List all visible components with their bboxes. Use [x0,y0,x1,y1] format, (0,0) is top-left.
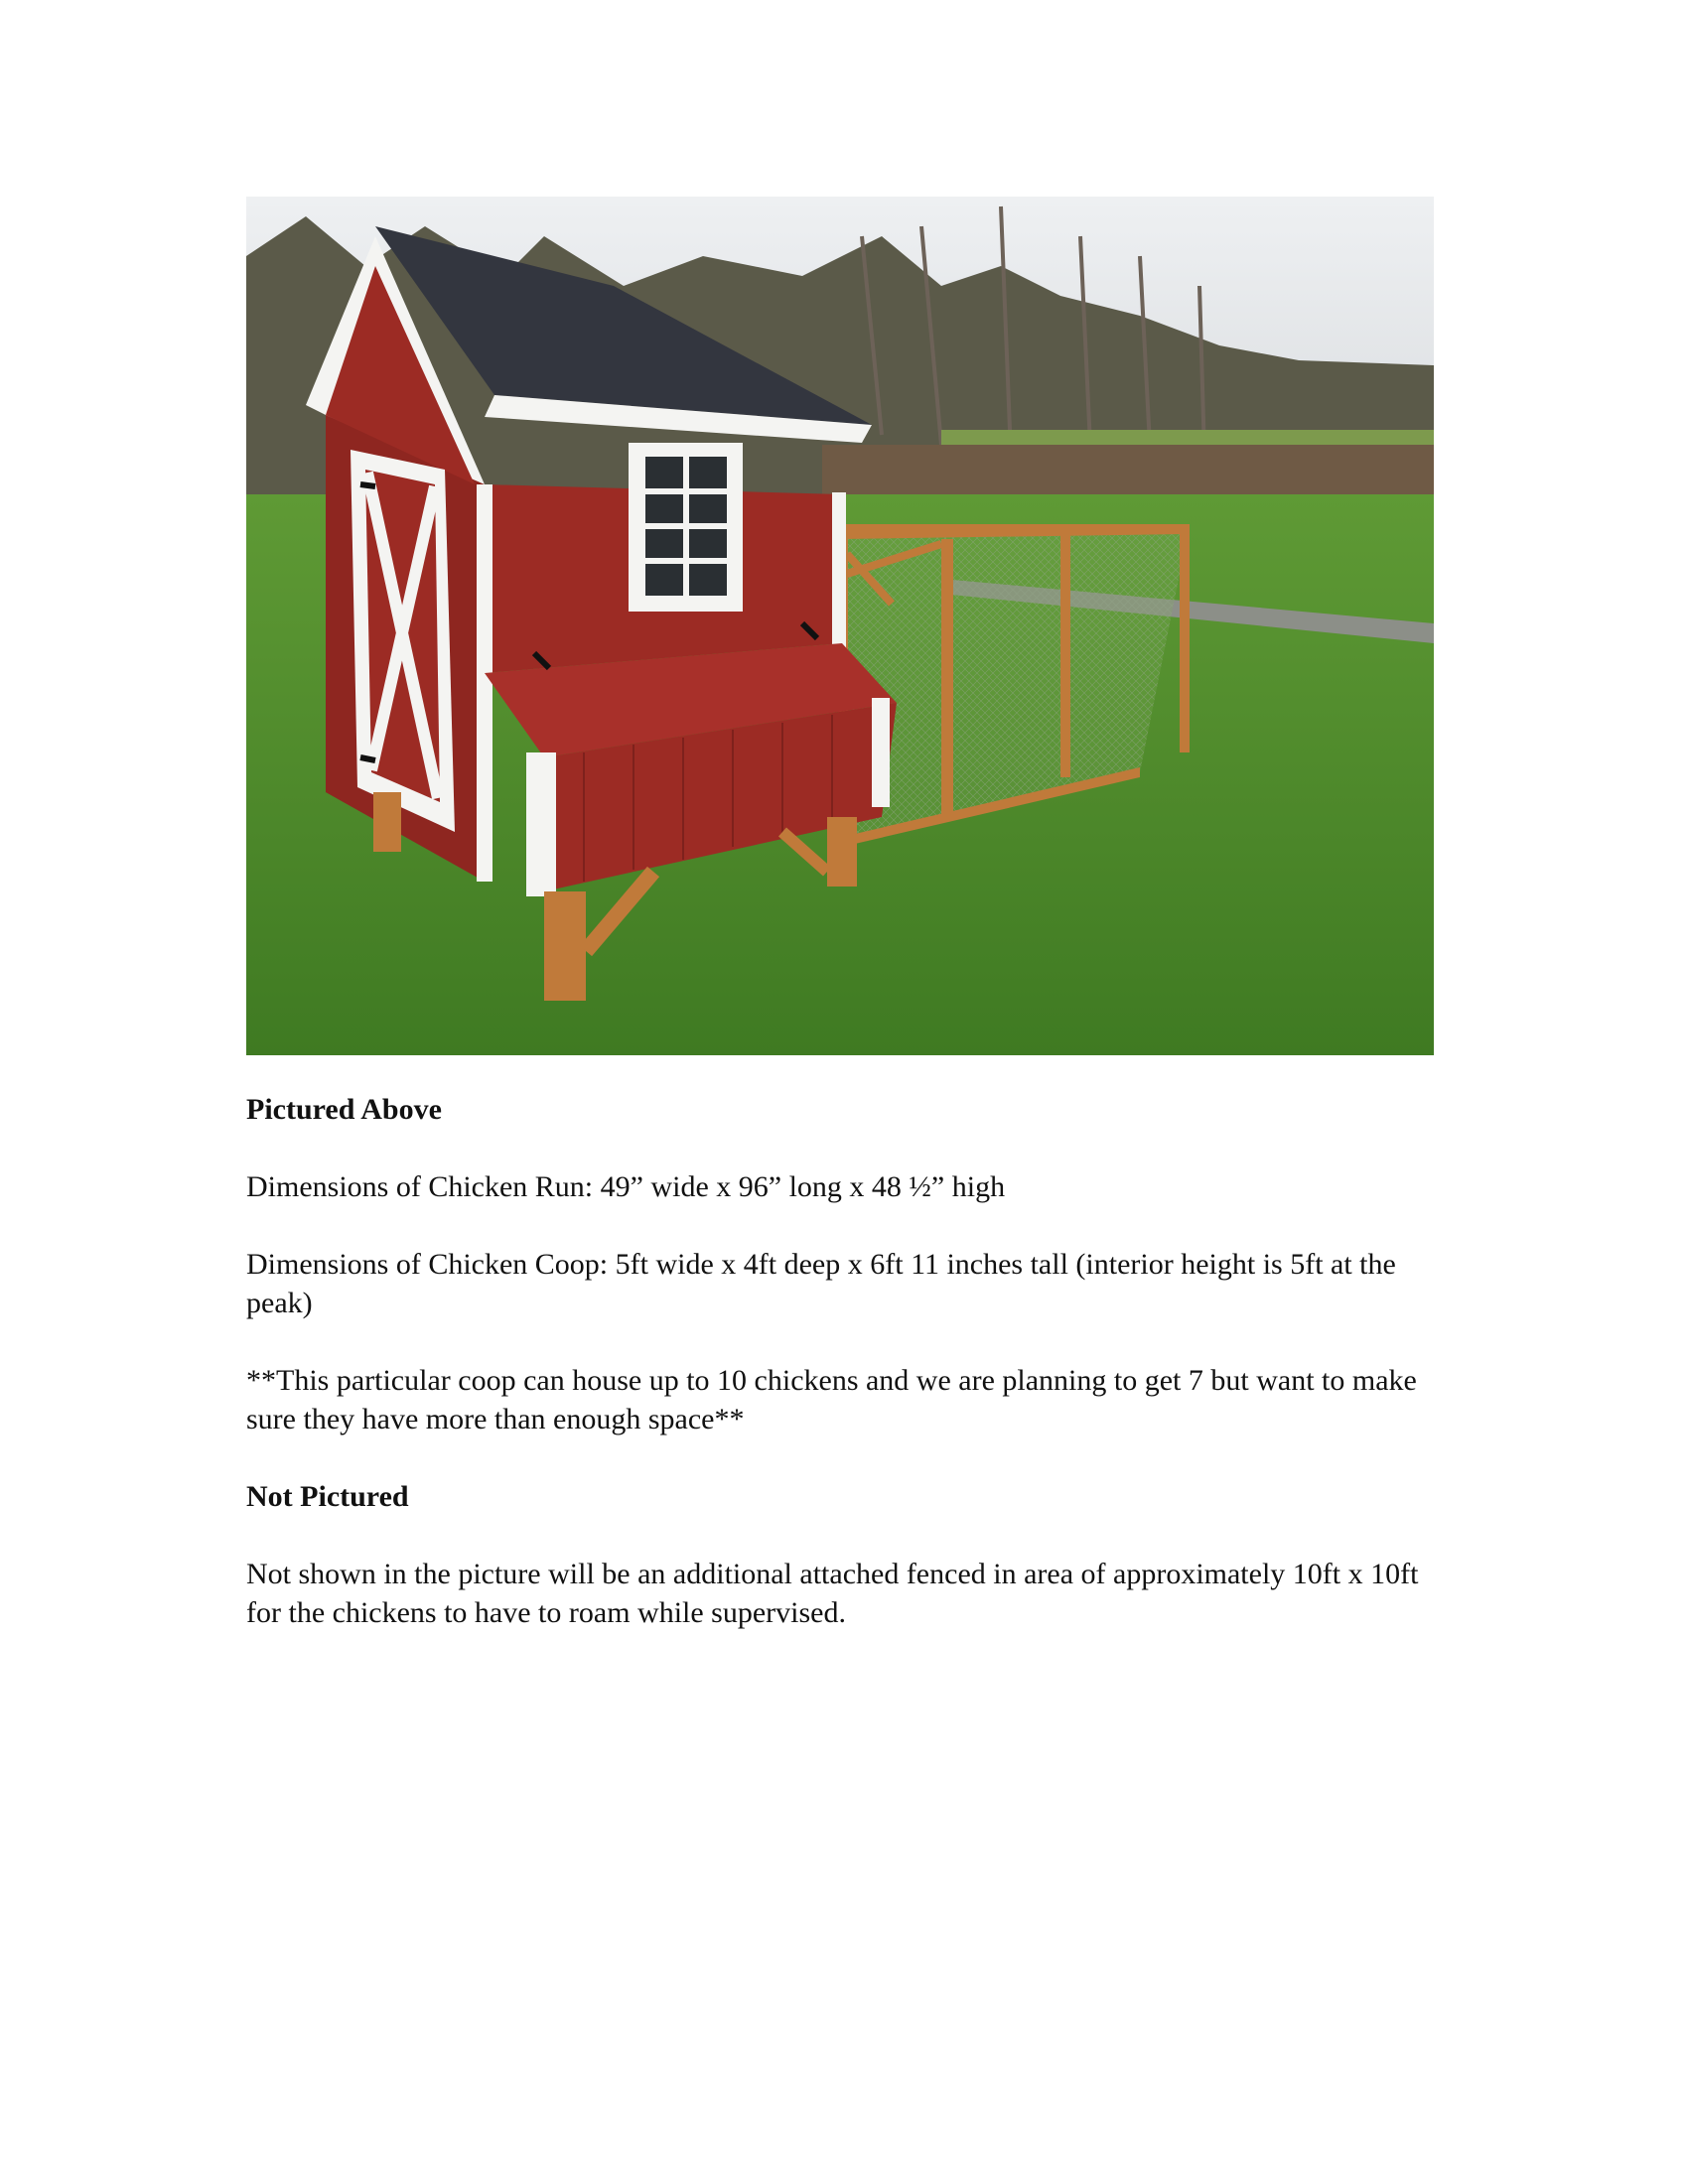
run-dimensions-text: Dimensions of Chicken Run: 49” wide x 96” long x 48 ½” high [246,1170,1006,1203]
pictured-above-heading: Pictured Above [246,1093,442,1126]
chicken-coop-illustration [246,197,1434,1055]
chicken-coop-photo [246,197,1434,1055]
not-pictured-text: Not shown in the picture will be an additional attached fenced in area of approximately 10ft x 10ft for the chickens to have to roam while supervised. [246,1558,1419,1629]
capacity-note-text: **This particular coop can house up to 10 chickens and we are planning to get 7 but want to make sure they have more than enough space** [246,1364,1417,1435]
coop-dimensions-text: Dimensions of Chicken Coop: 5ft wide x 4ft deep x 6ft 11 inches tall (interior height is 5ft at the peak) [246,1248,1396,1319]
not-pictured-heading: Not Pictured [246,1480,409,1513]
description-text [246,1090,1458,1671]
